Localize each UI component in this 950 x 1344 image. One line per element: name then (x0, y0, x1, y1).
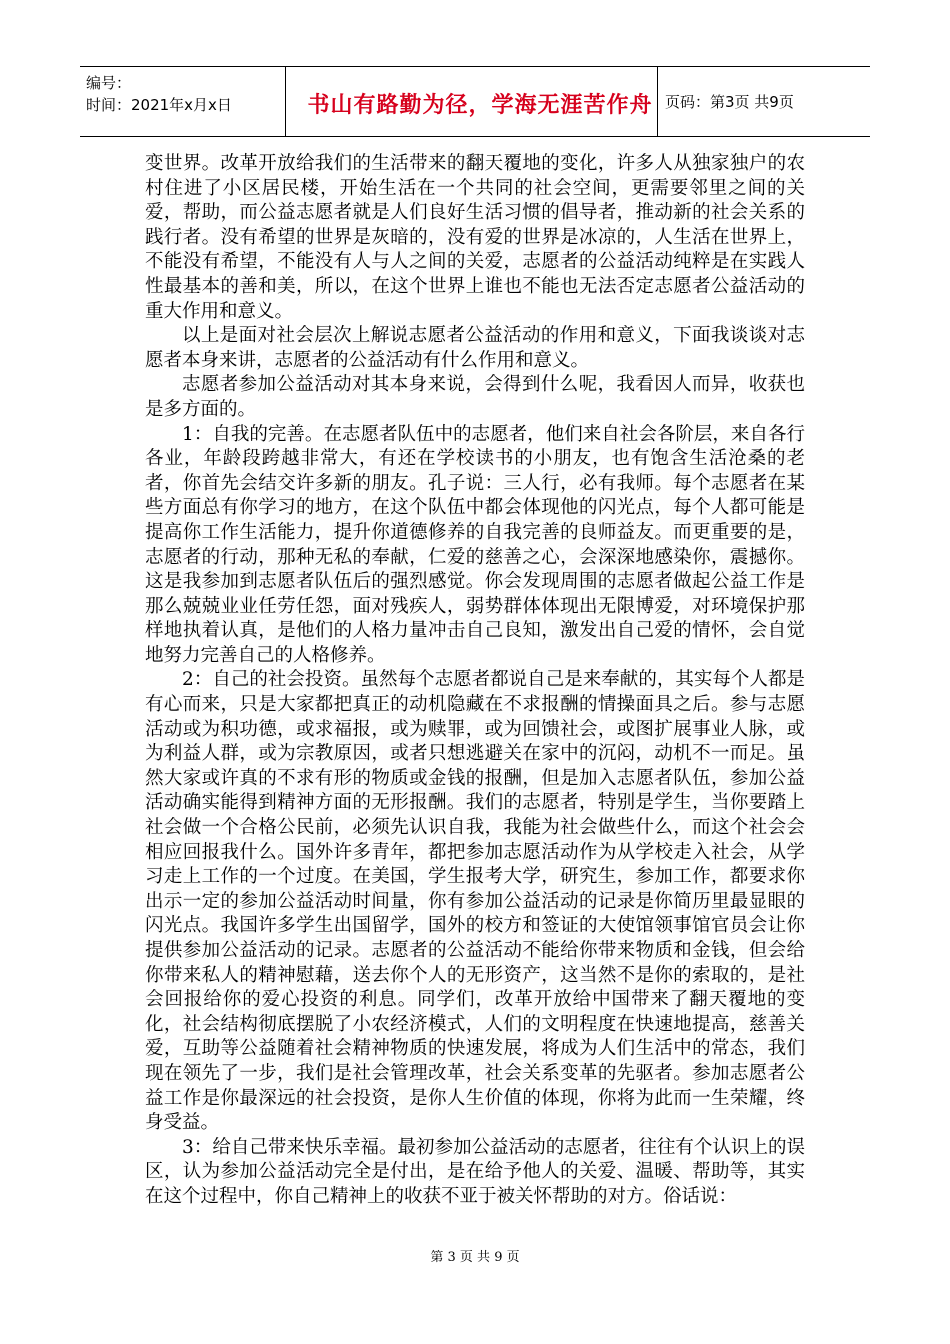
header-divider-right (657, 66, 658, 136)
header-page-number: 页码：第3页 共9页 (665, 93, 794, 111)
header-top-rule (80, 66, 870, 67)
document-time-label: 时间：2021年x月x日 (86, 96, 232, 114)
paragraph-point-1: 1：自我的完善。在志愿者队伍中的志愿者，他们来自社会各阶层，来自各行各业，年龄段跨越非常大，有还在学校读书的小朋友，也有饱含生活沧桑的老者，你首先会结交许多新的朋友。孔子说：三人行，必有我师。每个志愿者在某些方面总有你学习的地方，在这个队伍中都会体现他的闪光点，每个人都可能是提高你工作生活能力，提升你道德修养的自我完善的良师益友。而更重要的是，志愿者的行动，那种无私的奉献，仁爱的慈善之心，会深深地感染你，震撼你。这是我参加到志愿者队伍后的强烈感觉。你会发现周围的志愿者做起公益工作是那么兢兢业业任劳任怨，面对残疾人，弱势群体体现出无限博爱，对环境保护那样地执着认真，是他们的人格力量冲击自己良知，激发出自己爱的情怀，会自觉地努力完善自己的人格修养。 (145, 423, 805, 666)
page-header (80, 66, 870, 138)
paragraph-point-3: 3：给自己带来快乐幸福。最初参加公益活动的志愿者，往往有个认识上的误区，认为参加公益活动完全是付出，是在给予他人的关爱、温暖、帮助等，其实在这个过程中，你自己精神上的收获不亚于被关怀帮助的对方。俗话说： (145, 1136, 805, 1207)
header-divider-left (285, 66, 286, 136)
header-motto: 书山有路勤为径，学海无涯苦作舟 (307, 93, 653, 118)
document-number-label: 编号： (86, 74, 132, 92)
paragraph: 志愿者参加公益活动对其本身来说，会得到什么呢，我看因人而异，收获也是多方面的。 (145, 374, 805, 420)
page-footer: 第 3 页 共 9 页 (430, 1250, 520, 1265)
header-meta (86, 72, 286, 116)
body-text (145, 152, 805, 1210)
paragraph-continued: 变世界。改革开放给我们的生活带来的翻天覆地的变化，许多人从独家独户的农村住进了小区居民楼，开始生活在一个共同的社会空间，更需要邻里之间的关爱，帮助，而公益志愿者就是人们良好生活习惯的倡导者，推动新的社会关系的践行者。没有希望的世界是灰暗的，没有爱的世界是冰凉的，人生活在世界上，不能没有希望，不能没有人与人之间的关爱，志愿者的公益活动纯粹是在实践人性最基本的善和美，所以，在这个世界上谁也不能也无法否定志愿者公益活动的重大作用和意义。 (145, 153, 805, 322)
header-bottom-rule (80, 136, 870, 137)
paragraph-point-2: 2：自己的社会投资。虽然每个志愿者都说自己是来奉献的，其实每个人都是有心而来，只是大家都把真正的动机隐藏在不求报酬的情操面具之后。参与志愿活动或为积功德，或求福报，或为赎罪，或为回馈社会，或图扩展事业人脉，或为利益人群，或为宗教原因，或者只想逃避关在家中的沉闷，动机不一而足。虽然大家或许真的不求有形的物质或金钱的报酬，但是加入志愿者队伍，参加公益活动确实能得到精神方面的无形报酬。我们的志愿者，特别是学生，当你要踏上社会做一个合格公民前，必须先认识自我，我能为社会做些什么，而这个社会会相应回报我什么。国外许多青年，都把参加志愿活动作为从学校走入社会，从学习走上工作的一个过度。在美国，学生报考大学，研究生，参加工作，都要求你出示一定的参加公益活动时间量，你有参加公益活动的记录是你简历里最显眼的闪光点。我国许多学生出国留学，国外的校方和签证的大使馆领事馆官员会让你提供参加公益活动的记录。志愿者的公益活动不能给你带来物质和金钱，但会给你带来私人的精神慰藉，送去你个人的无形资产，这当然不是你的索取的，是社会回报给你的爱心投资的利息。同学们，改革开放给中国带来了翻天覆地的变化，社会结构彻底摆脱了小农经济模式，人们的文明程度在快速地提高，慈善关爱，互助等公益随着社会精神物质的快速发展，将成为人们生活中的常态，我们现在领先了一步，我们是社会管理改革，社会关系变革的先驱者。参加志愿者公益工作是你最深远的社会投资，是你人生价值的体现，你将为此而一生荣耀，终身受益。 (145, 669, 805, 1134)
paragraph: 以上是面对社会层次上解说志愿者公益活动的作用和意义，下面我谈谈对志愿者本身来讲，志愿者的公益活动有什么作用和意义。 (145, 325, 805, 371)
